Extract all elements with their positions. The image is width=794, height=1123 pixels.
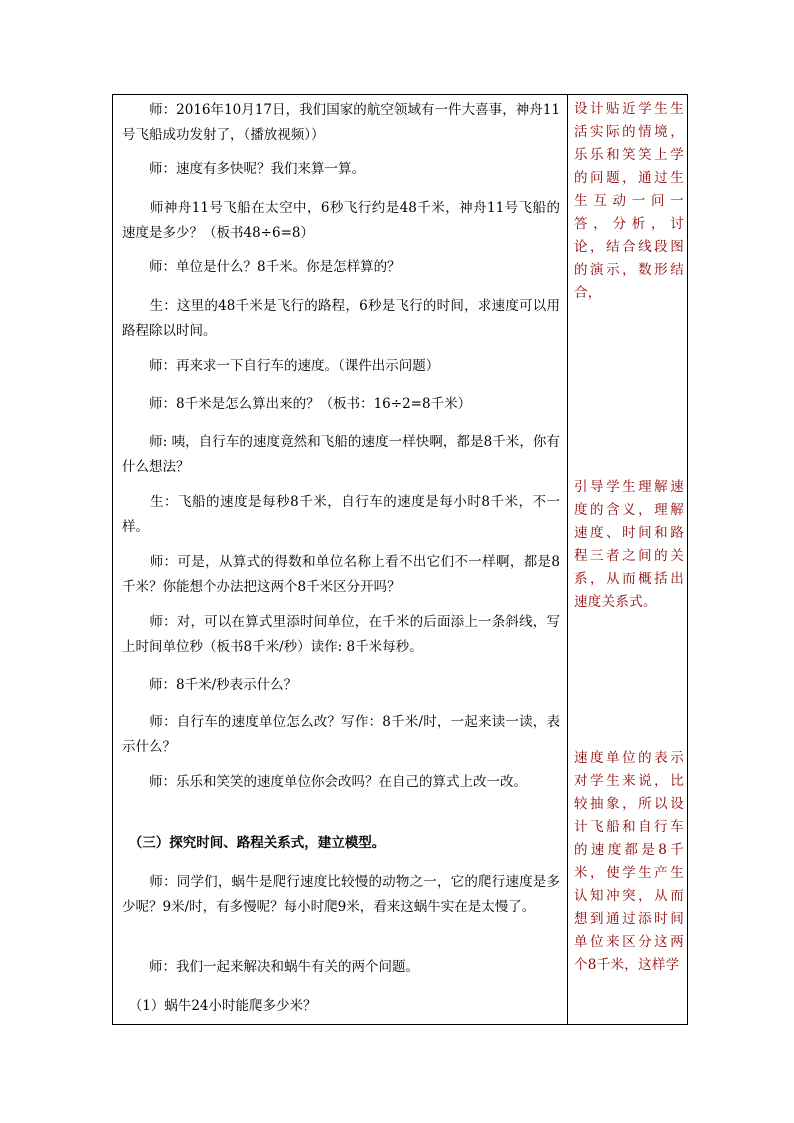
paragraph: 师：再来求一下自行车的速度。（课件出示问题） [122, 358, 440, 374]
design-note: 速度单位的表示对学生来说，比较抽象，所以设计飞船和自行车的速度都是8千米，使学生产生认知冲突，从而想到通过添时间单位来区分这两个8千米，这样学 [574, 750, 684, 973]
design-note: 引导学生理解速度的含义，理解速度、时间和路程三者之间的关系，从而概括出速度关系式。 [574, 479, 684, 610]
design-note: 设计贴近学生生活实际的情境，乐乐和笑笑上学的问题，通过生生互动一问一答，分析，讨论，结合线段图的演示，数形结合， [574, 101, 684, 301]
paragraph: 生：飞船的速度是每秒8千米，自行车的速度是每小时8千米，不一样。 [122, 494, 560, 535]
paragraph: 师: 咦，自行车的速度竟然和飞船的速度一样快啊，都是8千米，你有什么想法？ [122, 434, 560, 475]
paragraph: 师神舟11号飞船在太空中，6秒飞行约是48千米，神舟11号飞船的速度是多少？（板书48÷6=8） [122, 200, 560, 241]
lesson-plan-table [112, 94, 688, 1025]
design-intent-column [568, 95, 689, 1024]
paragraph: 师：可是，从算式的得数和单位名称上看不出它们不一样啊，都是8千米？你能想个办法把这两个8千米区分开吗？ [122, 554, 560, 595]
paragraph: 师：同学们，蜗牛是爬行速度比较慢的动物之一，它的爬行速度是多少呢？9米/时，有多慢呢？每小时爬9米，看来这蜗牛实在是太慢了。 [122, 874, 560, 915]
teaching-process-column [113, 95, 567, 1024]
paragraph: 师：自行车的速度单位怎么改？写作：8千米/时，一起来读一读，表示什么？ [122, 714, 560, 755]
paragraph: 师：速度有多快呢？我们来算一算。 [122, 161, 365, 177]
paragraph: 生：这里的48千米是飞行的路程，6秒是飞行的时间，求速度可以用路程除以时间。 [122, 298, 560, 339]
section-heading: （三）探究时间、路程关系式，建立模型。 [122, 835, 386, 851]
paragraph: 师：乐乐和笑笑的速度单位你会改吗？在自己的算式上改一改。 [122, 774, 527, 790]
paragraph: 师：2016年10月17日，我们国家的航空领域有一件大喜事，神舟11号飞船成功发射了，（播放视频）） [122, 102, 560, 143]
paragraph: 师：8千米是怎么算出来的？（板书：16÷2=8千米） [122, 396, 472, 412]
paragraph: 师：我们一起来解决和蜗牛有关的两个问题。 [122, 959, 419, 975]
paragraph: （1）蜗牛24小时能爬多少米？ [122, 998, 317, 1014]
paragraph: 师：单位是什么？8千米。你是怎样算的？ [122, 259, 401, 275]
paragraph: 师：8千米/秒表示什么？ [122, 677, 298, 693]
paragraph: 师：对，可以在算式里添时间单位，在千米的后面添上一条斜线，写上时间单位秒（板书8千米/秒）读作: 8千米每秒。 [122, 614, 560, 655]
